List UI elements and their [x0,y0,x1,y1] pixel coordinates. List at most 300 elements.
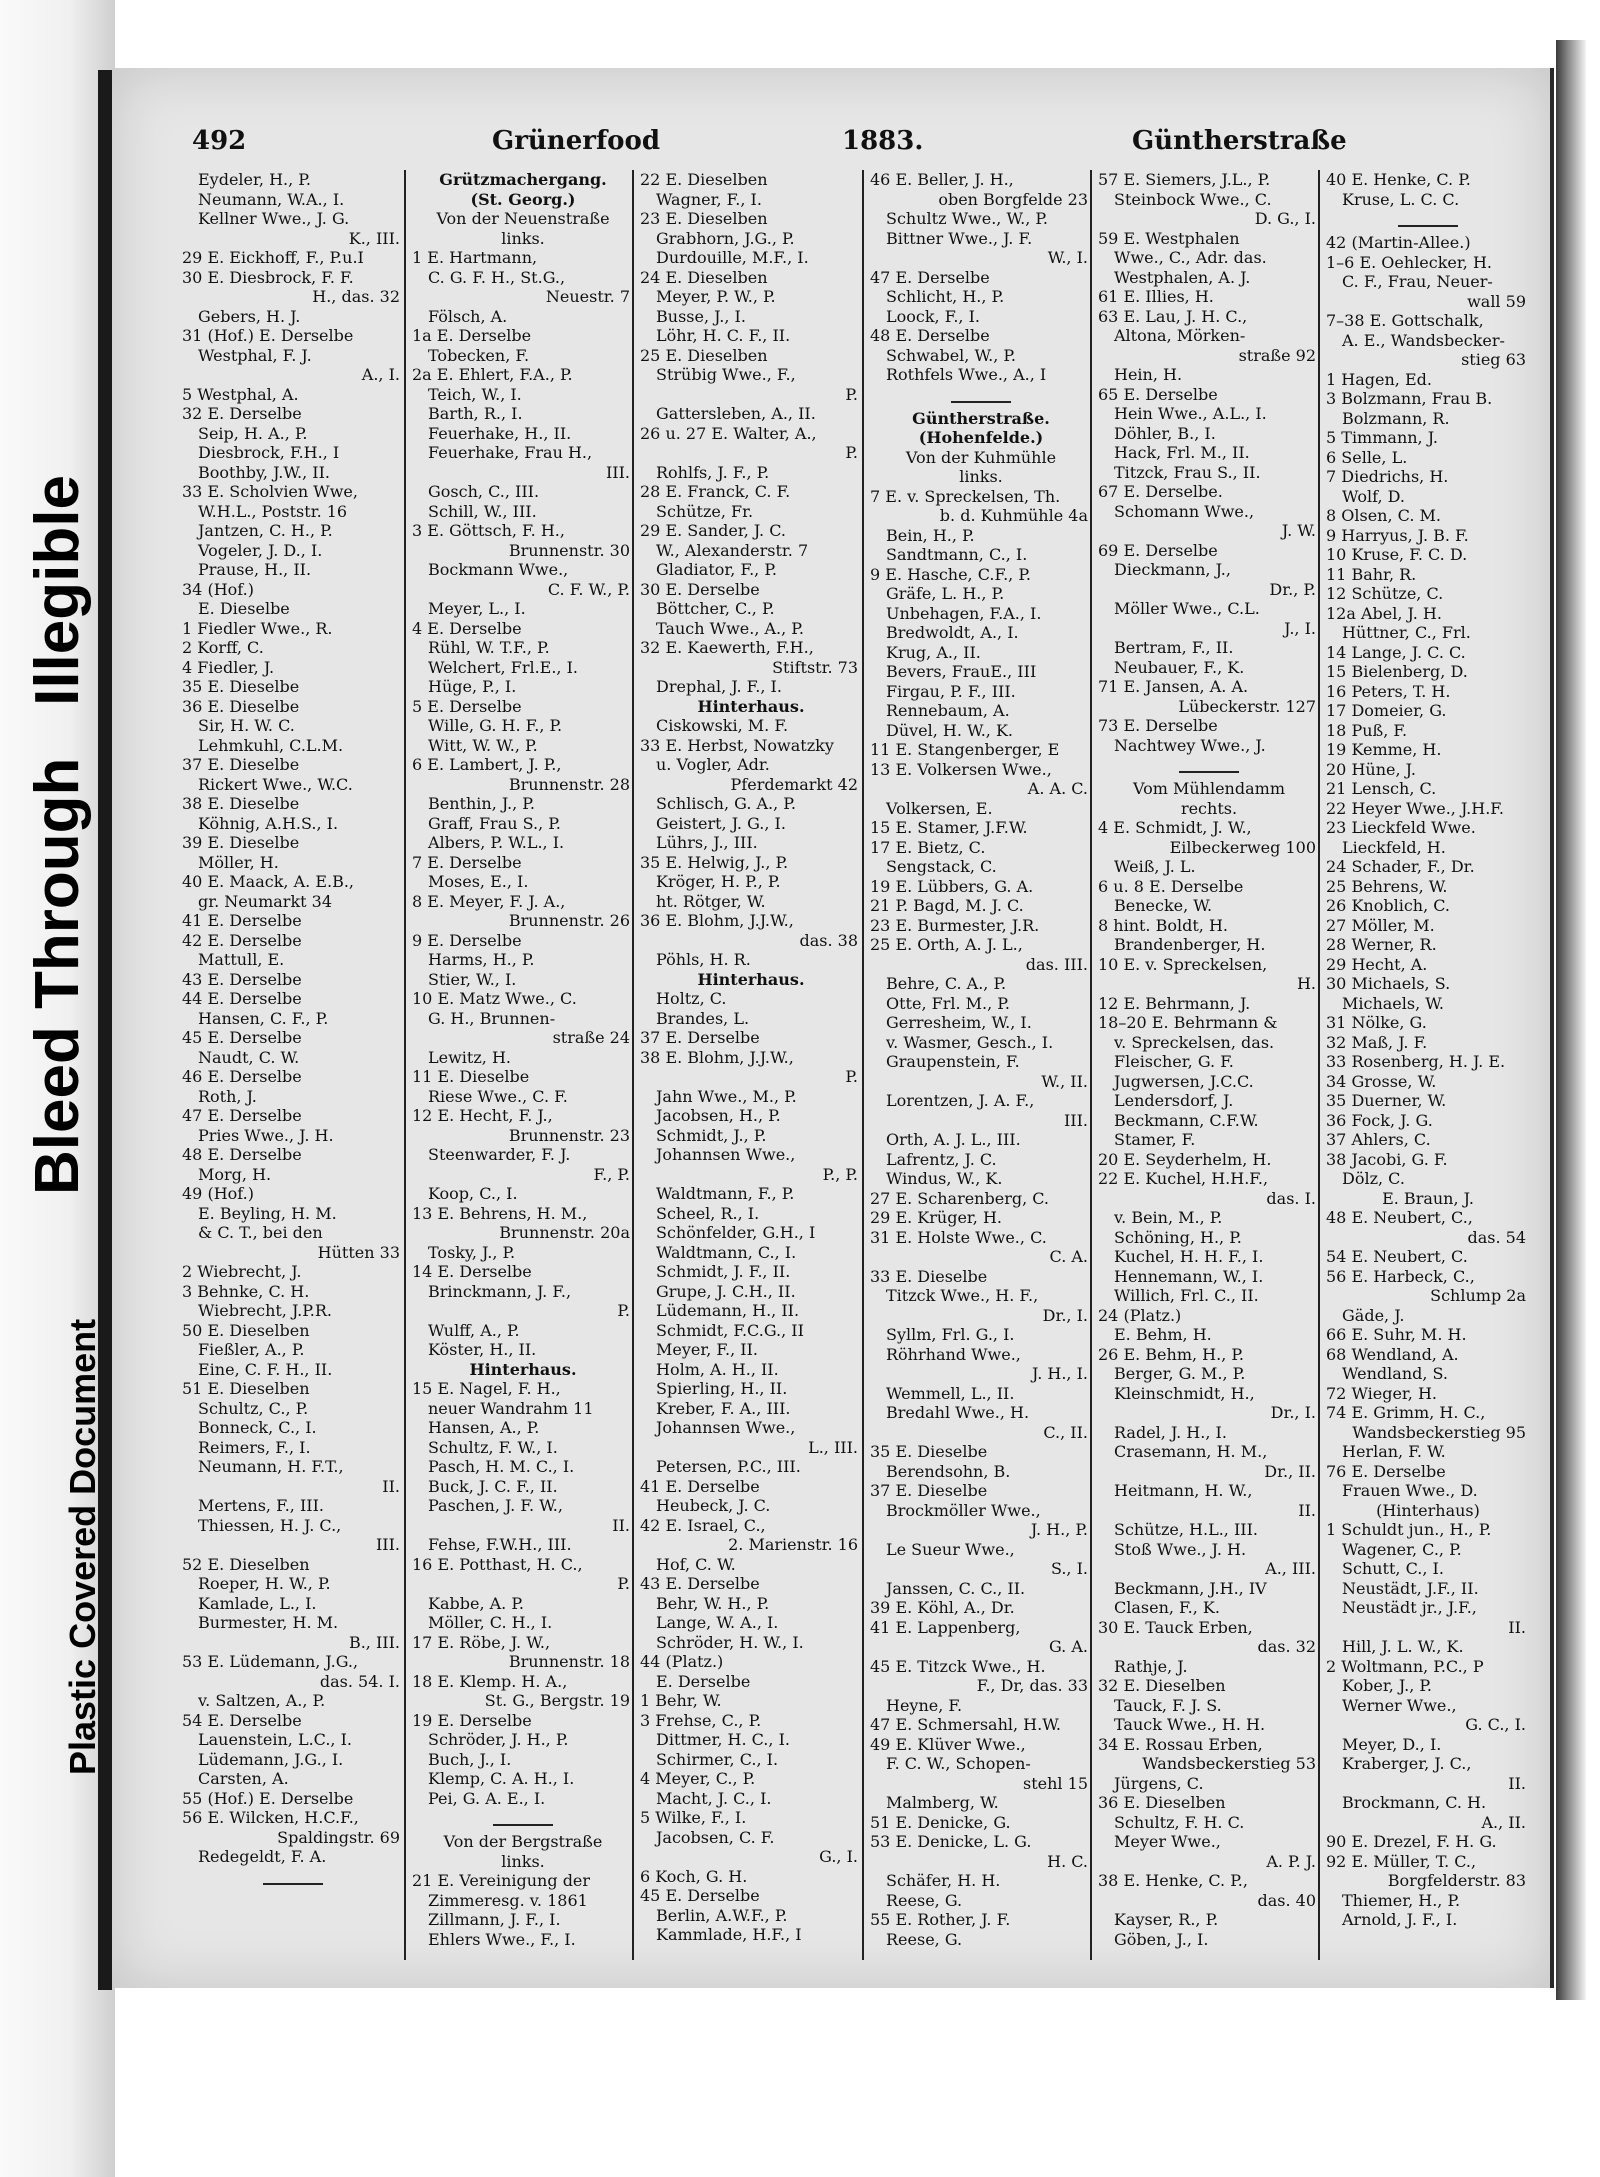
directory-entry: 42 E. Israel, C., [640,1515,766,1535]
directory-entry: Jahn Wwe., M., P. [656,1086,797,1106]
directory-entry: Fießler, A., P. [198,1340,305,1359]
directory-entry: 45 E. Derselbe [640,1886,760,1905]
directory-entry: Wendland, S. [1342,1364,1449,1383]
directory-entry: Klemp, C. A. H., I. [428,1769,575,1788]
directory-entry: Von der Kuhmühle [905,447,1057,467]
directory-entry: Seip, H. A., P. [198,423,308,443]
directory-entry: Roeper, H. W., P. [198,1574,331,1593]
directory-entry: E. Braun, J. [1382,1188,1474,1208]
directory-entry: A., III. [1265,1559,1316,1578]
directory-entry: Bockmann Wwe., [428,560,569,579]
directory-entry: 29 E. Krüger, H. [870,1208,1003,1227]
directory-entry: W., I. [1047,248,1088,267]
directory-entry: Wwe., C., Adr. das. [1114,248,1267,267]
directory-entry: 33 Rosenberg, H. J. E. [1326,1052,1506,1071]
directory-entry: Nachtwey Wwe., J. [1114,735,1266,755]
directory-entry: Steenwarder, F. J. [428,1145,571,1164]
directory-entry: Lewitz, H. [428,1047,511,1067]
directory-entry: 23 Lieckfeld Wwe. [1326,818,1476,837]
directory-entry: 36 E. Dieselben [1098,1793,1226,1812]
directory-entry: Mattull, E. [198,950,285,969]
directory-entry: S., I. [1050,1559,1088,1578]
directory-entry: 3 E. Göttsch, F. H., [412,521,565,540]
directory-entry: (Hinterhaus) [1376,1500,1480,1520]
directory-entry: Kreber, F. A., III. [656,1398,791,1418]
directory-entry: Brunnenstr. 30 [508,540,630,560]
directory-entry: 92 E. Müller, T. C., [1326,1851,1477,1871]
directory-entry: 21 E. Vereinigung der [412,1871,591,1890]
directory-entry: Tobecken, F. [428,345,530,365]
directory-entry: W., Alexanderstr. 7 [656,540,809,560]
directory-entry: 25 E. Orth, A. J. L., [870,935,1023,954]
directory-entry: Jacobsen, H., P. [656,1106,781,1125]
directory-entry: Hein, H. [1114,365,1183,384]
directory-entry: Röhrhand Wwe., [886,1344,1021,1364]
directory-entry: Schomann Wwe., [1114,501,1255,521]
directory-entry: 2 Korff, C. [182,638,264,657]
directory-entry: Wulff, A., P. [428,1320,520,1340]
directory-entry: Holtz, C. [656,989,727,1008]
directory-entry: Kabbe, A. P. [428,1593,524,1613]
directory-entry: 32 E. Derselbe [182,404,302,423]
directory-entry: Jürgens, C. [1114,1773,1204,1793]
directory-entry: Köhnig, A.H.S., I. [198,813,339,833]
directory-entry: B., III. [348,1632,400,1652]
directory-entry: 49 E. Klüver Wwe., [870,1734,1026,1754]
directory-entry: Sengstack, C. [886,857,997,876]
directory-entry: Berendsohn, B. [886,1461,1011,1481]
directory-entry: 20 E. Seyderhelm, H. [1098,1149,1272,1169]
directory-entry: Rohlfs, J. F., P. [656,462,770,482]
directory-entry: 30 E. Diesbrock, F. F. [182,267,354,287]
directory-entry: 1 Hagen, Ed. [1326,369,1432,389]
directory-entry: 21 P. Bagd, M. J. C. [870,896,1024,915]
directory-entry: Janssen, C. C., II. [886,1578,1026,1598]
directory-entry: Bolzmann, R. [1342,408,1450,428]
directory-entry: 42 (Martin-Allee.) [1326,233,1471,252]
section-heading: Grützmachergang. [439,170,607,189]
directory-entry: Möller, H. [198,852,279,872]
directory-entry: 15 Bielenberg, D. [1326,662,1468,681]
directory-entry: Graupenstein, F. [886,1052,1020,1071]
directory-entry: Tauch Wwe., A., P. [656,618,804,638]
directory-entry: P. [845,1067,858,1086]
directory-entry: Behre, C. A., P. [886,974,1007,993]
directory-entry: Reese, G. [886,1890,963,1910]
directory-entry: 51 E. Denicke, G. [870,1812,1011,1832]
directory-entry: Kleinschmidt, H., [1114,1383,1255,1403]
directory-entry: 2 Wiebrecht, J. [182,1262,302,1281]
directory-entry: 37 Ahlers, C. [1326,1130,1431,1149]
directory-entry: Windus, W., K. [886,1169,1003,1188]
directory-entry: Wagener, C., P. [1342,1539,1462,1559]
directory-entry: das. I. [1266,1188,1316,1208]
directory-entry: 11 E. Dieselbe [412,1067,530,1086]
directory-entry: P. [617,1301,630,1320]
directory-entry: Frauen Wwe., D. [1342,1481,1478,1500]
directory-entry: Crasemann, H. M., [1114,1442,1268,1461]
directory-entry: Eine, C. F. H., II. [198,1359,333,1379]
directory-entry: 49 (Hof.) [182,1184,254,1203]
directory-entry: Johannsen Wwe., [656,1418,796,1437]
directory-entry: Volkersen, E. [886,798,993,818]
directory-entry: 43 E. Derselbe [182,969,302,989]
directory-entry: 25 E. Dieselben [640,345,768,365]
directory-entry: 44 E. Derselbe [182,989,302,1008]
directory-entry: 37 E. Dieselbe [182,755,300,774]
directory-entry: v. Spreckelsen, das. [1114,1032,1275,1052]
directory-entry: G. C., I. [1465,1715,1526,1734]
directory-entry: 38 E. Henke, C. P., [1098,1871,1248,1890]
directory-entry: Kammlade, H.F., I [656,1925,802,1944]
directory-entry: Schwabel, W., P. [886,345,1016,365]
directory-entry: Otte, Frl. M., P. [886,993,1010,1013]
directory-entry: Macht, J. C., I. [656,1788,772,1808]
directory-entry: Redegeldt, F. A. [198,1847,327,1866]
directory-entry: Michaels, W. [1342,993,1445,1013]
directory-entry: Waldtmann, C., I. [656,1242,797,1262]
directory-entry: P. [845,384,858,404]
directory-entry: Syllm, Frl. G., I. [886,1325,1015,1344]
directory-entry: E. Dieselbe [198,599,290,618]
directory-entry: Vogeler, J. D., I. [198,540,323,560]
directory-entry: Spierling, H., II. [656,1379,788,1398]
directory-entry: II. [1508,1773,1526,1793]
directory-entry: Titzck Wwe., H. F., [886,1286,1039,1305]
directory-entry: 1–6 E. Oehlecker, H. [1326,252,1492,272]
directory-entry: 28 Werner, R. [1326,935,1437,954]
section-rule [263,1873,323,1885]
column-5 [1090,170,1320,1960]
directory-entry: 6 E. Lambert, J. P., [412,755,562,774]
directory-entry: Sandtmann, C., I. [886,545,1028,564]
directory-entry: Lauenstein, L.C., I. [198,1730,352,1749]
directory-entry: Neubauer, F., K. [1114,657,1245,677]
directory-entry: Wandsbeckerstieg 53 [1142,1754,1316,1773]
directory-entry: II. [1298,1500,1316,1520]
directory-entry: 73 E. Derselbe [1098,716,1218,735]
directory-entry: Göben, J., I. [1114,1929,1209,1949]
directory-entry: Dr., P. [1269,579,1316,599]
directory-entry: gr. Neumarkt 34 [198,891,333,911]
directory-entry: Schmidt, J. F., II. [656,1262,791,1281]
directory-entry: Durdouille, M.F., I. [656,248,809,267]
directory-entry: Thiessen, H. J. C., [198,1515,342,1535]
directory-entry: Tauck, F. J. S. [1114,1695,1222,1715]
directory-entry: Meyer, D., I. [1342,1734,1442,1754]
directory-entry: Eydeler, H., P. [198,170,311,189]
directory-entry: C., II. [1043,1422,1088,1442]
directory-entry: Stamer, F. [1114,1130,1196,1149]
directory-entry: 55 (Hof.) E. Derselbe [182,1788,354,1808]
directory-entry: Ehlers Wwe., F., I. [428,1929,576,1949]
directory-entry: Schutt, C., I. [1342,1559,1444,1578]
directory-entry: & C. T., bei den [198,1223,323,1242]
directory-entry: 1 Fiedler Wwe., R. [182,618,333,638]
directory-entry: 71 E. Jansen, A. A. [1098,677,1249,696]
directory-entry: 1a E. Derselbe [412,326,532,345]
directory-entry: Stoß Wwe., J. H. [1114,1539,1247,1559]
directory-entry: 55 E. Rother, J. F. [870,1910,1011,1929]
directory-entry: Schmidt, J., P. [656,1125,767,1145]
directory-entry: 23 E. Burmester, J.R. [870,915,1040,935]
directory-entry: K., III. [348,228,400,248]
directory-entry: 14 Lange, J. C. C. [1326,642,1466,662]
directory-entry: 32 Maß, J. F. [1326,1032,1428,1052]
directory-entry: Tosky, J., P. [428,1242,516,1262]
directory-entry: C. G. F. H., St.G., [428,267,566,287]
directory-entry: Graff, Frau S., P. [428,813,561,833]
directory-entry: 90 E. Drezel, F. H. G. [1326,1832,1497,1851]
directory-entry: 5 Wilke, F., I. [640,1808,747,1827]
directory-entry: 1 Behr, W. [640,1691,722,1710]
directory-entry: Borgfelderstr. 83 [1387,1871,1526,1890]
running-head-right: Güntherstraße [1132,126,1347,156]
directory-entry: Harms, H., P. [428,950,535,969]
directory-entry: Brunnenstr. 20a [499,1223,630,1242]
section-heading: (Hohenfelde.) [918,428,1044,447]
plastic-covered-stamp: Plastic Covered Document [62,1318,103,1775]
directory-entry: Scheel, R., I. [656,1203,760,1223]
directory-entry: Morg, H. [198,1164,272,1184]
directory-entry: 32 E. Dieselben [1098,1676,1226,1695]
directory-entry: Diesbrock, F.H., I [198,443,340,462]
directory-entry: Strübig Wwe., F., [656,365,796,384]
directory-entry: Geistert, J. G., I. [656,813,786,833]
directory-entry: 39 E. Dieselbe [182,833,300,852]
directory-entry: St. G., Bergstr. 19 [484,1691,630,1710]
directory-entry: Beckmann, J.H., IV [1114,1578,1267,1598]
directory-entry: Lüdemann, J.G., I. [198,1749,344,1769]
directory-entry: Gräfe, L. H., P. [886,584,1005,603]
directory-entry: Bittner Wwe., J. F. [886,228,1033,248]
directory-entry: Meyer, L., I. [428,599,526,618]
directory-entry: Brandenberger, H. [1114,935,1266,954]
directory-entry: 27 E. Scharenberg, C. [870,1188,1050,1208]
directory-entry: 45 E. Derselbe [182,1028,302,1047]
directory-entry: neuer Wandrahm 11 [428,1398,594,1418]
directory-entry: Zimmeresg. v. 1861 [428,1890,588,1910]
directory-entry: 2a E. Ehlert, F.A., P. [412,365,573,384]
directory-page [112,68,1554,1988]
directory-entry: Radel, J. H., I. [1114,1422,1227,1442]
directory-entry: Gladiator, F., P. [656,560,777,579]
directory-entry: 20 Hüne, J. [1326,759,1416,779]
directory-entry: Reimers, F., I. [198,1437,311,1457]
directory-entry: H. [1296,974,1316,993]
directory-entry: stehl 15 [1023,1773,1088,1793]
directory-entry: straße 24 [552,1028,630,1047]
directory-entry: Krug, A., II. [886,642,981,662]
directory-entry: 48 E. Derselbe [182,1145,302,1164]
directory-entry: Hein Wwe., A.L., I. [1114,404,1267,423]
directory-entry: v. Wasmer, Gesch., I. [886,1032,1054,1052]
directory-entry: Brandes, L. [656,1008,750,1028]
directory-entry: Stier, W., I. [428,969,517,989]
directory-entry: E. Derselbe [656,1671,751,1691]
directory-entry: Bredahl Wwe., H. [886,1403,1030,1422]
directory-entry: Heubeck, J. C. [656,1496,771,1515]
directory-entry: G. A. [1048,1637,1088,1656]
directory-entry: III. [1063,1110,1088,1130]
directory-entry: 33 E. Dieselbe [870,1266,988,1286]
directory-entry: Hof, C. W. [656,1554,736,1574]
directory-entry: links. [959,467,1003,486]
directory-entry: Welchert, Frl.E., I. [428,657,579,677]
directory-entry: 16 Peters, T. H. [1326,681,1451,701]
directory-entry: Bonneck, C., I. [198,1418,317,1437]
section-heading: (St. Georg.) [470,189,576,209]
directory-entry: Buck, J. C. F., II. [428,1476,558,1496]
directory-entry: 46 E. Beller, J. H., [870,170,1014,189]
directory-entry: 16 E. Potthast, H. C., [412,1554,583,1574]
directory-entry: Döhler, B., I. [1114,423,1216,443]
directory-entry: 22 E. Kuchel, H.H.F., [1098,1169,1269,1188]
directory-entry: 35 E. Dieselbe [182,677,300,696]
directory-entry: Prause, H., II. [198,560,312,579]
directory-entry: Kellner Wwe., J. G. [198,209,350,228]
directory-entry: Dölz, C. [1342,1169,1405,1188]
directory-entry: Brunnenstr. 26 [508,911,630,930]
directory-entry: 12 Schütze, C. [1326,584,1444,603]
directory-entry: W.H.L., Poststr. 16 [198,501,348,521]
directory-entry: 6 Selle, L. [1326,447,1408,467]
directory-entry: Schütze, Fr. [656,501,754,521]
directory-entry: Thiemer, H., P. [1342,1890,1461,1910]
directory-entry: 24 (Platz.) [1098,1305,1182,1325]
section-heading: Hinterhaus. [469,1359,577,1379]
directory-entry: links. [501,228,545,248]
directory-entry: Von der Bergstraße [443,1832,603,1851]
directory-entry: 37 E. Dieselbe [870,1481,988,1500]
directory-entry: Teich, W., I. [428,384,522,404]
directory-entry: 35 E. Dieselbe [870,1442,988,1461]
directory-entry: Schlump 2a [1430,1286,1526,1305]
directory-entry: 8 Olsen, C. M. [1326,506,1441,525]
directory-entry: 5 E. Derselbe [412,696,522,716]
directory-entry: 40 E. Maack, A. E.B., [182,872,355,891]
directory-entry: Stiftstr. 73 [772,657,858,677]
directory-entry: 38 Jacobi, G. F. [1326,1149,1448,1169]
directory-entry: 47 E. Derselbe [870,267,990,287]
directory-entry: 7 E. Derselbe [412,852,522,872]
directory-entry: Benthin, J., P. [428,794,535,813]
directory-entry: C. A. [1049,1247,1088,1266]
directory-entry: 7 Diedrichs, H. [1326,467,1449,486]
directory-entry: 34 E. Rossau Erben, [1098,1734,1263,1754]
directory-entry: 12 E. Behrmann, J. [1098,993,1251,1013]
directory-entry: H., das. 32 [312,287,400,306]
directory-entry: 74 E. Grimm, H. C., [1326,1403,1486,1422]
directory-entry: Fehse, F.W.H., III. [428,1535,572,1554]
directory-entry: das. 40 [1257,1890,1316,1910]
directory-entry: Lüdemann, H., II. [656,1301,800,1320]
directory-entry: Lendersdorf, J. [1114,1091,1234,1110]
directory-entry: F., Dr, das. 33 [976,1676,1088,1695]
directory-entry: Löhr, H. C. F., II. [656,326,791,345]
directory-entry: Beckmann, C.F.W. [1114,1110,1259,1130]
directory-entry: Brunnenstr. 18 [508,1652,630,1671]
directory-entry: 35 E. Helwig, J., P. [640,852,789,872]
directory-entry: 5 Timmann, J. [1326,428,1438,447]
directory-entry: 61 E. Illies, H. [1098,287,1214,306]
directory-entry: Schönfelder, G.H., I [656,1223,816,1242]
directory-entry: Lieckfeld, H. [1342,837,1446,857]
directory-entry: Ciskowski, M. F. [656,716,789,735]
directory-entry: 46 E. Derselbe [182,1067,302,1086]
section-heading: Hinterhaus. [697,696,805,716]
directory-entry: Schäfer, H. H. [886,1871,1001,1890]
directory-entry: Orth, A. J. L., III. [886,1130,1021,1149]
directory-entry: Schultz, F. W., I. [428,1437,558,1457]
directory-entry: 41 E. Derselbe [640,1476,760,1496]
directory-entry: Vom Mühlendamm [1133,779,1285,798]
directory-entry: 19 E. Derselbe [412,1710,532,1730]
directory-entry: 27 Möller, M. [1326,915,1435,935]
directory-entry: Pferdemarkt 42 [730,774,858,794]
directory-entry: Gäde, J. [1342,1305,1405,1325]
directory-entry: 33 E. Scholvien Wwe, [182,482,358,501]
directory-entry: Burmester, H. M. [198,1613,339,1632]
directory-entry: Wolf, D. [1342,486,1405,506]
directory-entry: 63 E. Lau, J. H. C., [1098,306,1248,326]
directory-entry: Albers, P. W.L., I. [428,833,565,852]
directory-entry: das. 54 [1467,1227,1526,1247]
directory-entry: 50 E. Dieselben [182,1320,310,1340]
directory-entry: F. C. W., Schopen- [886,1754,1031,1773]
directory-entry: P. [845,443,858,462]
directory-entry: Rathje, J. [1114,1656,1188,1676]
directory-entry: 22 Heyer Wwe., J.H.F. [1326,798,1504,818]
directory-entry: Köster, H., II. [428,1340,537,1359]
directory-entry: 36 E. Dieselbe [182,696,300,716]
directory-entry: Wemmell, L., II. [886,1383,1015,1403]
directory-entry: 31 Nölke, G. [1326,1013,1427,1032]
directory-entry: 3 Behnke, C. H. [182,1281,310,1301]
directory-columns [182,170,1526,1960]
directory-entry: Gerresheim, W., I. [886,1013,1032,1032]
directory-entry: 4 Meyer, C., P. [640,1769,756,1788]
directory-entry: 44 (Platz.) [640,1652,724,1671]
directory-entry: Rickert Wwe., W.C. [198,774,353,794]
directory-entry: 6 u. 8 E. Derselbe [1098,876,1244,896]
directory-entry: v. Saltzen, A., P. [198,1691,326,1710]
directory-entry: Hill, J. L. W., K. [1342,1637,1464,1656]
directory-entry: Hütten 33 [317,1242,400,1262]
directory-entry: Clasen, F., K. [1114,1598,1220,1617]
directory-entry: das. III. [1025,954,1088,974]
directory-entry: 34 Grosse, W. [1326,1071,1437,1091]
directory-entry: 30 E. Derselbe [640,579,760,599]
directory-entry: Brockmöller Wwe., [886,1500,1041,1520]
directory-entry: 47 E. Schmersahl, H.W. [870,1715,1061,1734]
directory-entry: Dieckmann, J., [1114,560,1231,579]
directory-entry: Neumann, W.A., I. [198,189,345,209]
directory-entry: 33 E. Herbst, Nowatzky [640,735,834,755]
directory-entry: 9 Harryus, J. B. F. [1326,525,1469,545]
directory-entry: Altona, Mörken- [1114,326,1246,345]
directory-entry: 48 E. Derselbe [870,326,990,345]
column-2 [404,170,634,1960]
directory-entry: Riese Wwe., C. F. [428,1086,568,1106]
directory-entry: Arnold, J. F., I. [1342,1910,1458,1929]
directory-entry: A., I. [361,365,400,384]
directory-entry: 4 Fiedler, J. [182,657,275,677]
directory-entry: 38 E. Dieselbe [182,794,300,813]
directory-entry: III. [375,1535,400,1554]
directory-entry: Gebers, H. J. [198,306,301,326]
directory-entry: 41 E. Lappenberg, [870,1617,1021,1637]
